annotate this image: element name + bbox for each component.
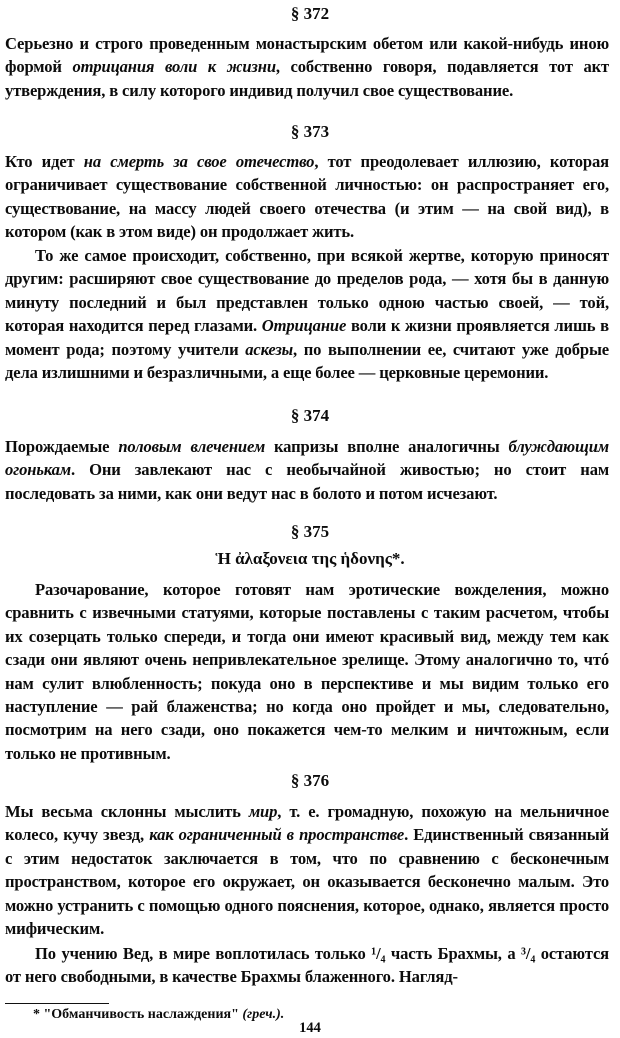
text-run: капризы вполне аналогичны xyxy=(265,437,509,456)
text-run: Порождаемые xyxy=(5,437,119,456)
section-heading-375: § 375 xyxy=(290,522,330,541)
italic-phrase: на смерть за свое отечество xyxy=(83,152,315,171)
page-number: 144 xyxy=(299,1020,321,1036)
italic-phrase: мир xyxy=(248,802,278,821)
italic-phrase: блуждающим огонькам xyxy=(5,437,609,480)
section-375-paragraph-1 xyxy=(5,578,609,765)
italic-phrase: половым влечением xyxy=(118,437,266,456)
footnote-gloss: (греч.). xyxy=(242,1007,285,1022)
text-run: Разочарование, которое готовят нам эротические вожделения, можно сравнить с извечными статуями, которые поставлены с таким расчетом, чтобы их созерцать только спереди, и тогда они имеют красивый вид, между тем как сзади они являют очень непривлекательное зрелище. Этому аналогично то, чтó нам сулит влюбленность; покуда оно в перспективе и мы видим только его наступление — рай блаженства; но когда оно пройдет и мы, следовательно, посмотрим на него сзади, оно покажется чем-то мелким и ничтожным, если только не противным. xyxy=(5,580,609,763)
section-374-paragraph-1 xyxy=(5,435,609,505)
section-heading-376: § 376 xyxy=(290,771,330,790)
section-heading-373: § 373 xyxy=(290,122,330,141)
section-heading-374: § 374 xyxy=(290,406,330,425)
footnote-divider xyxy=(5,1003,109,1004)
text-run: , т. е. громадную, похожую на мельничное колесо, кучу звезд, xyxy=(5,802,609,845)
section-373-paragraph-2 xyxy=(5,244,609,384)
italic-phrase: как ограниченный в пространстве xyxy=(149,825,405,845)
section-372-paragraph-1 xyxy=(5,32,609,102)
italic-phrase: отрицания воли к жизни xyxy=(72,57,276,77)
section-373-paragraph-1 xyxy=(5,150,609,244)
section-375-epigraph: Ἡ ἀλαξονεια της ἡδονης*. xyxy=(215,549,405,568)
footnote-text: "Обманчивость наслаждения" xyxy=(43,1007,239,1022)
text-run: , тот преодолевает иллюзию, которая ограничивает существование собственной личностью: он распространяет его, существование, на массу людей своего отечества (и этим — на свой вид), в котором (как в этом виде) он продолжает жить. xyxy=(5,152,609,242)
text-run: По учению Вед, в мире воплотилась только ¹/₄ часть Брахмы, а ³/₄ остаются от него свободными, в качестве Брахмы блаженного. Нагляд- xyxy=(5,944,609,987)
text-run: , собственно говоря, подавляется тот акт утверждения, в силу которого индивид получил свое существование. xyxy=(5,57,610,100)
text-run: . Единственный связанный с этим недостаток заключается в том, что по сравнению с бесконечным пространством, которое его окружает, он оказывается бесконечно малым. Это можно устранить с помощью одного пояснения, которое, однако, является просто мифическим. xyxy=(5,825,609,939)
text-run: , по выполнении ее, считают уже добрые дела излишними и безразличными, а еще более — церковные церемонии. xyxy=(5,339,609,383)
text-run: Серьезно и строго проведенным монастырским обетом или какой-нибудь иною формой xyxy=(5,34,609,77)
italic-phrase: Отрицание xyxy=(261,316,347,336)
section-376-paragraph-1 xyxy=(5,800,609,940)
text-run: воли к жизни проявляется лишь в момент рода; поэтому учители xyxy=(5,316,609,359)
text-run: Кто идет xyxy=(5,152,84,171)
text-run: То же самое происходит, собственно, при всякой жертве, которую приносят другим: расширяют свое существование до пределов рода, — хотя бы в данную минуту последний и был представлен только одною частью своей, — той, которая находится перед глазами. xyxy=(5,246,609,336)
section-heading-372: § 372 xyxy=(290,4,330,23)
italic-phrase: аскезы xyxy=(245,339,294,359)
section-376-paragraph-2 xyxy=(5,942,609,989)
text-run: . Они завлекают нас с необычайной живостью; но стоит нам последовать за ними, как они ведут нас в болото и потом исчезают. xyxy=(5,460,609,503)
footnote-mark: * xyxy=(33,1007,40,1022)
text-run: Мы весьма склонны мыслить xyxy=(5,802,249,821)
